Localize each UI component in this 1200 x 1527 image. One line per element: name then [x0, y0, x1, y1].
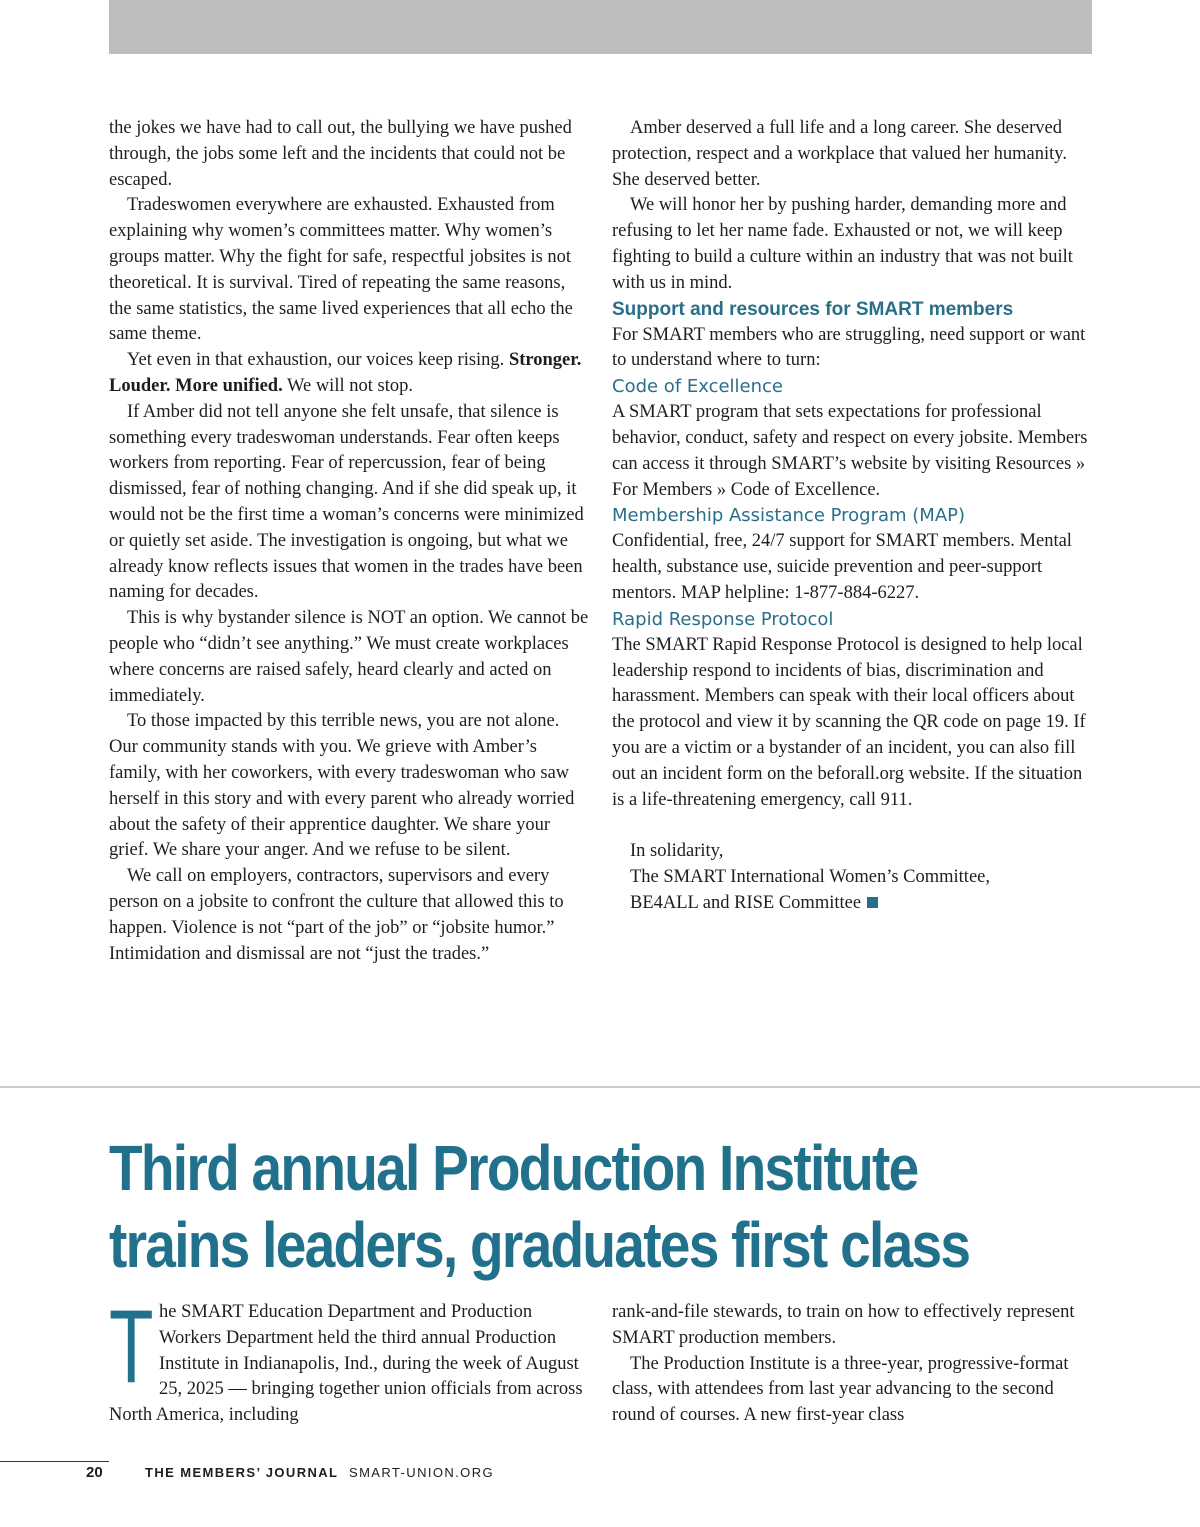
paragraph: rank-and-file stewards, to train on how to effectively represent SMART production members. [612, 1302, 1075, 1348]
article-headline [109, 1130, 969, 1284]
paragraph: the jokes we have had to call out, the bullying we have pushed through, the jobs some left and the incidents that could not be escaped. [109, 118, 572, 190]
paragraph: The Production Institute is a three-year, progressive-format class, with attendees from last year advancing to the second round of courses. A new first-year class [612, 1353, 1069, 1426]
section-divider [0, 1086, 1200, 1088]
resource-text: A SMART program that sets expectations for professional behavior, conduct, safety and respect on every jobsite. Members can access it through SMART’s website by visiting Resources » For Members » Code of Excellence. [612, 402, 1088, 500]
left-column [109, 116, 589, 967]
resource-heading-code-of-excellence: Code of Excellence [612, 376, 784, 398]
header-bar [109, 0, 1092, 54]
resource-text: Confidential, free, 24/7 support for SMART members. Mental health, substance use, suicide prevention and peer-support mentors. MAP helpline: 1-877-884-6227. [612, 531, 1072, 603]
closing-line [630, 891, 1092, 917]
paragraph: If Amber did not tell anyone she felt unsafe, that silence is something every tradeswoman understands. Fear often keeps workers from reporting. Fear of repercussion, fear of being dismissed, fear of nothing changing. And if she did speak up, it would not be the first time a woman’s concerns were minimized or quietly set aside. The investigation is ongoing, but what we already know reflects issues that women in the trades have been naming for decades. [109, 401, 584, 603]
right-column [612, 116, 1092, 917]
page-number: 20 [86, 1464, 103, 1481]
article-text: he SMART Education Department and Production Workers Department held the third annual Production Institute in Indianapolis, Ind., during the week of August 25, 2025 — bringing together union officials from across North America, including [109, 1302, 583, 1426]
paragraph: Tradeswomen everywhere are exhausted. Exhausted from explaining why women’s committees matter. Why women’s groups matter. Why the fight for safe, respectful jobsites is not theoretical. It is survival. Tired of repeating the same reasons, the same statistics, the same lived experiences that all echo the same theme. [109, 195, 573, 345]
footer-rule [0, 1461, 109, 1462]
paragraph [109, 348, 589, 400]
resource-heading-rapid-response: Rapid Response Protocol [612, 608, 834, 630]
paragraph: We will honor her by pushing harder, demanding more and refusing to let her name fade. Exhausted or not, we will keep fighting to build a culture within an industry that was not built with us in mind. [612, 195, 1073, 293]
closing-line-text: BE4ALL and RISE Committee [630, 892, 862, 913]
drop-cap: T [109, 1289, 154, 1405]
article-left-column [109, 1289, 589, 1429]
end-mark-icon [867, 897, 878, 908]
support-heading: Support and resources for SMART members [612, 298, 1014, 320]
closing-signature [612, 839, 1092, 916]
paragraph: This is why bystander silence is NOT an option. We cannot be people who “didn’t see anything.” We must create workplaces where concerns are raised safely, heard clearly and acted on immediately. [109, 608, 589, 706]
headline-line: Third annual Production Institute [109, 1132, 918, 1204]
support-text: For SMART members who are struggling, need support or want to understand where to turn: [612, 324, 1086, 371]
emphasis-text: Stronger. Louder. More unified. [109, 350, 582, 396]
closing-line: The SMART International Women’s Committee, [630, 866, 990, 887]
resource-heading-map: Membership Assistance Program (MAP) [612, 505, 966, 527]
headline-line: trains leaders, graduates first class [109, 1209, 970, 1281]
article-right-column [612, 1300, 1092, 1429]
paragraph-text: We will not stop. [282, 375, 413, 396]
website-link[interactable]: SMART-UNION.ORG [349, 1465, 494, 1480]
paragraph: To those impacted by this terrible news, you are not alone. Our community stands with you. We grieve with Amber’s family, with her coworkers, with every tradeswoman who saw herself in this story and with every parent who already worried about the safety of their apprentice daughter. We share your grief. We share your anger. And we refuse to be silent. [109, 711, 575, 861]
closing-line: In solidarity, [630, 841, 724, 862]
paragraph: Amber deserved a full life and a long career. She deserved protection, respect and a workplace that valued her humanity. She deserved better. [612, 118, 1067, 190]
paragraph: We call on employers, contractors, supervisors and every person on a jobsite to confront the culture that allowed this to happen. Violence is not “part of the job” or “jobsite humor.” Intimidation and dismissal are not “just the trades.” [109, 866, 564, 964]
resource-text: The SMART Rapid Response Protocol is designed to help local leadership respond to incidents of bias, discrimination and harassment. Members can speak with their local officers about the protocol and view it by scanning the QR code on page 19. If you are a victim or a bystander of an incident, you can also fill out an incident form on the beforall.org website. If the situation is a life-threatening emergency, call 911. [612, 634, 1086, 810]
paragraph-text: Yet even in that exhaustion, our voices keep rising. [127, 350, 505, 371]
journal-name: THE MEMBERS’ JOURNAL [145, 1465, 339, 1480]
